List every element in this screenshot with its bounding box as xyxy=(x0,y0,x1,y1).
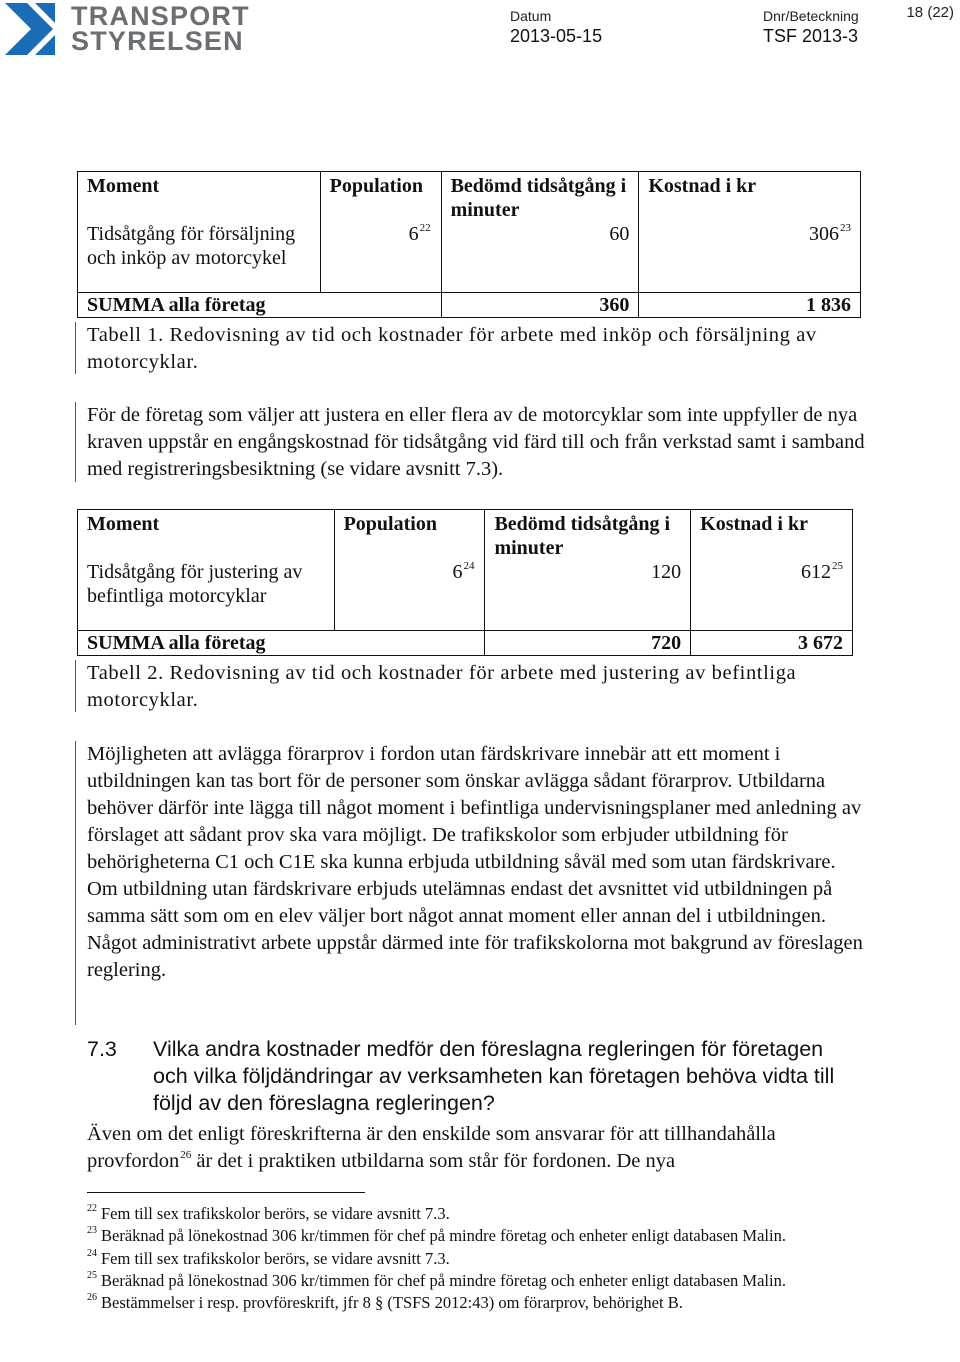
sum-cost: 3 672 xyxy=(691,631,853,656)
moment-cell: Tidsåtgång för försäljning och inköp av motorcykel xyxy=(78,222,321,293)
footnote-number: 24 xyxy=(87,1247,97,1259)
section-number: 7.3 xyxy=(87,1037,117,1061)
column-header: Moment xyxy=(78,510,335,561)
footnote-ref: 25 xyxy=(832,560,843,572)
footnote-text: Fem till sex trafikskolor berörs, se vidare avsnitt 7.3. xyxy=(101,1248,450,1268)
population-cell xyxy=(320,222,441,293)
reference-label: Dnr/Beteckning xyxy=(763,8,859,24)
column-header: Bedömd tidsåtgång i minuter xyxy=(441,172,639,223)
sum-cost: 1 836 xyxy=(639,293,861,318)
table-sum-row xyxy=(78,293,861,318)
footnote-number: 23 xyxy=(87,1225,97,1237)
table-header-row xyxy=(78,172,861,223)
moment-cell: Tidsåtgång för justering av befintliga motorcyklar xyxy=(78,560,335,631)
table-row xyxy=(78,222,861,293)
population-value: 6 xyxy=(408,223,419,245)
cost-cell xyxy=(639,222,861,293)
footnotes xyxy=(87,1203,907,1314)
date-label: Datum xyxy=(510,8,552,24)
logo-line2: STYRELSEN xyxy=(71,26,244,56)
column-header: Kostnad i kr xyxy=(691,510,853,561)
change-bar xyxy=(75,402,76,482)
column-header: Kostnad i kr xyxy=(639,172,861,223)
table-caption-2: Tabell 2. Redovisning av tid och kostnader för arbete med justering av befintliga motorcyklar. xyxy=(87,662,797,711)
change-bar xyxy=(75,660,76,712)
footnote xyxy=(87,1203,907,1225)
population-value: 6 xyxy=(452,561,463,583)
cost-value: 612 xyxy=(801,561,831,583)
sum-minutes: 720 xyxy=(485,631,691,656)
section-title: Vilka andra kostnader medför den föreslagna regleringen för företagen och vilka följdändringar av verksamheten kan företagen behöva vidta till följd av den föreslagna regleringen? xyxy=(153,1037,835,1115)
logo-mark-icon xyxy=(5,3,65,55)
paragraph-3 xyxy=(87,1121,847,1175)
footnote-separator xyxy=(87,1192,365,1193)
footnote xyxy=(87,1270,907,1292)
table-sum-row xyxy=(78,631,853,656)
column-header: Moment xyxy=(78,172,321,223)
column-header: Population xyxy=(334,510,485,561)
population-cell xyxy=(334,560,485,631)
footnote-ref: 26 xyxy=(180,1149,192,1161)
minutes-cell: 120 xyxy=(485,560,691,631)
footnote xyxy=(87,1292,907,1314)
paragraph-1: För de företag som väljer att justera en eller flera av de motorcyklar som inte uppfyller de nya kraven uppstår en engångskostnad för tidsåtgång vid färd till och från verkstad samt i samband med registreringsbesiktning (se vidare avsnitt 7.3). xyxy=(87,404,865,480)
footnote-ref: 23 xyxy=(840,222,851,234)
table-caption-1: Tabell 1. Redovisning av tid och kostnader för arbete med inköp och försäljning av motorcyklar. xyxy=(87,324,817,373)
cost-table-2 xyxy=(77,509,853,656)
footnote-number: 22 xyxy=(87,1203,97,1214)
date-value: 2013-05-15 xyxy=(510,26,603,46)
cost-table-1 xyxy=(77,171,861,318)
footnote-number: 25 xyxy=(87,1269,97,1281)
paragraph-3-text: Även om det enligt föreskrifterna är den enskilde som ansvarar för att tillhandahålla provfordon xyxy=(87,1123,776,1172)
paragraph-3-text-cont: är det i praktiken utbildarna som står för fordonen. De nya xyxy=(191,1150,676,1172)
table-header-row xyxy=(78,510,853,561)
transportstyrelsen-logo xyxy=(5,1,250,56)
footnote xyxy=(87,1225,907,1247)
change-bar xyxy=(75,322,76,374)
footnote-ref: 24 xyxy=(463,560,475,572)
change-bar xyxy=(75,741,76,1025)
sum-label: SUMMA alla företag xyxy=(78,293,442,318)
reference-value: TSF 2013-3 xyxy=(763,26,859,46)
footnote-text: Fem till sex trafikskolor berörs, se vidare avsnitt 7.3. xyxy=(101,1204,450,1223)
table-row xyxy=(78,560,853,631)
logo-line1: TRANSPORT xyxy=(71,1,250,31)
sum-label: SUMMA alla företag xyxy=(78,631,485,656)
page-number: 18 (22) xyxy=(906,4,954,21)
logo-wordmark xyxy=(71,1,250,56)
sum-minutes: 360 xyxy=(441,293,639,318)
cost-value: 306 xyxy=(809,223,839,245)
footnote-text: Beräknad på lönekostnad 306 kr/timmen för chef på mindre företag och enheter enligt databasen Malin. xyxy=(101,1226,786,1246)
footnote xyxy=(87,1248,907,1270)
paragraph-2: Möjligheten att avlägga förarprov i fordon utan färdskrivare innebär att ett moment i utbildningen kan tas bort för de personer som önskar avlägga sådant förarprov. Utbildarna behöver därför inte lägga till något moment i befintliga undervisningsplaner med anledning av förslaget att sådant prov ska vara möjligt. De trafikskolor som erbjuder utbildning för behörigheterna C1 och C1E ska kunna erbjuda utbildning såväl med som utan färdskrivare. Om utbildning utan färdskrivare erbjuds utelämnas endast det avsnittet vid utbildningen på samma sätt som om en elev väljer bort något annat moment eller annan del i utbildningen. Något administrativt arbete uppstår därmed inte för trafikskolorna mot bakgrund av föreslagen reglering. xyxy=(87,743,863,981)
footnote-ref: 22 xyxy=(419,222,431,234)
minutes-cell: 60 xyxy=(441,222,639,293)
column-header: Bedömd tidsåtgång i minuter xyxy=(485,510,691,561)
column-header: Population xyxy=(320,172,441,223)
cost-cell xyxy=(691,560,853,631)
footnote-text: Beräknad på lönekostnad 306 kr/timmen för chef på mindre företag och enheter enligt databasen Malin. xyxy=(101,1270,786,1290)
footnote-text: Bestämmelser i resp. provföreskrift, jfr 8 § (TSFS 2012:43) om förarprov, behörighet B. xyxy=(101,1293,683,1313)
footnote-number: 26 xyxy=(87,1292,97,1304)
